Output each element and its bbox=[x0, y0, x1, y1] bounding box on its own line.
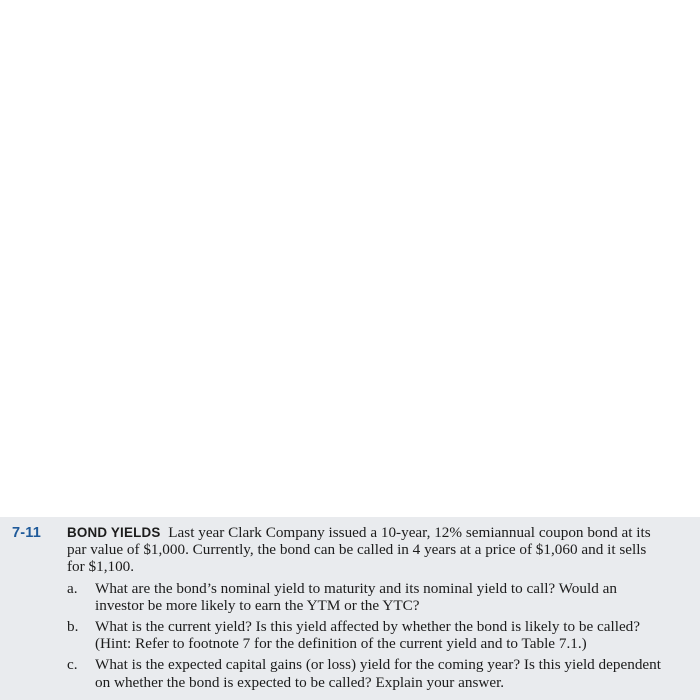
part-letter: b. bbox=[67, 618, 79, 636]
problem-block bbox=[0, 517, 700, 700]
problem-stem bbox=[67, 524, 667, 576]
part-letter: a. bbox=[67, 579, 78, 597]
problem-part-c bbox=[67, 656, 667, 690]
part-text: What is the expected capital gains (or loss) yield for the coming year? Is this yield dependent on whether the bond is expected to be called? Explain your answer. bbox=[95, 656, 661, 691]
part-text: What is the current yield? Is this yield affected by whether the bond is likely to be called? (Hint: Refer to footnote 7 for the definition of the current yield and to Table 7.1.) bbox=[95, 618, 641, 653]
problem-stem-text: Last year Clark Company issued a 10-year, 12% semiannual coupon bond at its par value of $1,000. Currently, the bond can be called in 4 years at a price of $1,060 and it sells for $1,100. bbox=[67, 524, 651, 576]
part-text: What are the bond’s nominal yield to maturity and its nominal yield to call? Would an investor be more likely to earn the YTM or the YTC? bbox=[95, 579, 617, 614]
part-letter: c. bbox=[67, 656, 78, 674]
problem-body bbox=[67, 524, 667, 695]
problem-part-b bbox=[67, 618, 667, 652]
problem-parts-list bbox=[67, 580, 667, 691]
problem-title: BOND YIELDS bbox=[67, 525, 161, 540]
problem-number: 7-11 bbox=[12, 525, 42, 541]
problem-part-a bbox=[67, 580, 667, 614]
